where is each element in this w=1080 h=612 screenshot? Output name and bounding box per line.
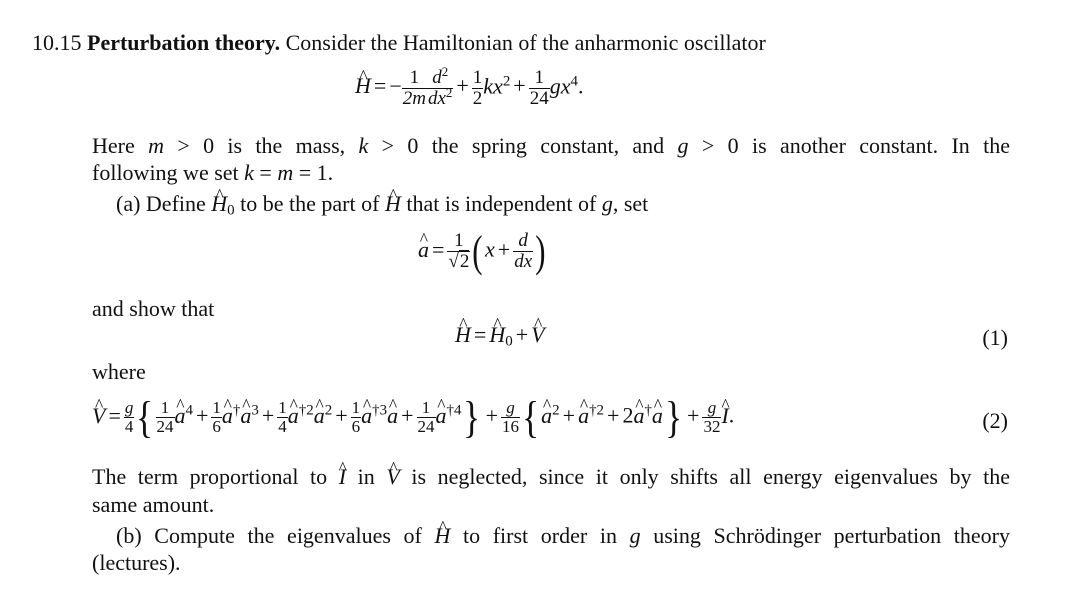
neglect-line-1: The term proportional to ^ I in ^ V is neglected, since it only shifts all energy eigenvalues by the [92,463,1010,490]
hamiltonian-equation: ^ H = − $\frac{1}{2m}$ $\frac{d^2}{dx^2}$ + $\frac{1}{2}$ $kx^2$ + $\frac{1}{24}$ $gx^4$. [355,68,583,109]
annihilation-operator-equation: ^ a = $\frac{1}{√2}$ (x + $\frac{d}{dx}$ ) [418,226,548,277]
perturbation-equation: ^ V = $\frac{g}{4}$ { $\frac{1}{24}$ ^ $a^4$ + $\frac{1}{6}$ ^ a†^ $a^3$ + $\frac{1}{4}$ ^ $a^{\dagger 2}\^{}$ $a^2$ + $\frac{1}{6}$ ^ $a^{\dagger 3}\^{}$ a + $\frac{1}{24}$ ^ $a^{\dagger 4}$} + $\frac{g}{16}$ {^ $a^2$ +^ $a^{\dagger 2}$ + 2^ a†^ a} + $\frac{g}{32}$ ^ I. [92,392,734,443]
show-that-text: and show that [92,296,215,321]
part-a-line: (a) Define ^ $H_0$ to be the part of ^ H that is independent of g, set [116,190,648,217]
problem-title: Perturbation theory. [87,30,281,55]
decomposition-equation: ^ H =^ $H_0$ +^ V [455,322,545,348]
equation-number-1: (1) [982,325,1008,350]
equation-number-2: (2) [982,408,1008,433]
problem-intro: Consider the Hamiltonian of the anharmonic oscillator [285,30,766,55]
where-text: where [92,359,146,384]
definitions-line: Here m > 0 is the mass, k > 0 the spring constant, and g > 0 is another constant. In the [92,133,1010,158]
part-b-line-1: (b) Compute the eigenvalues of ^ H to first order in g using Schrödinger perturbation theory [116,522,1010,549]
set-constants-line: following we set k = m = 1. [92,160,334,185]
neglect-line-2: same amount. [92,492,215,517]
problem-heading [32,30,766,56]
definitions-paragraph [92,132,1010,159]
problem-number: 10.15 [32,30,82,55]
part-b-line-2: (lectures). [92,550,181,575]
